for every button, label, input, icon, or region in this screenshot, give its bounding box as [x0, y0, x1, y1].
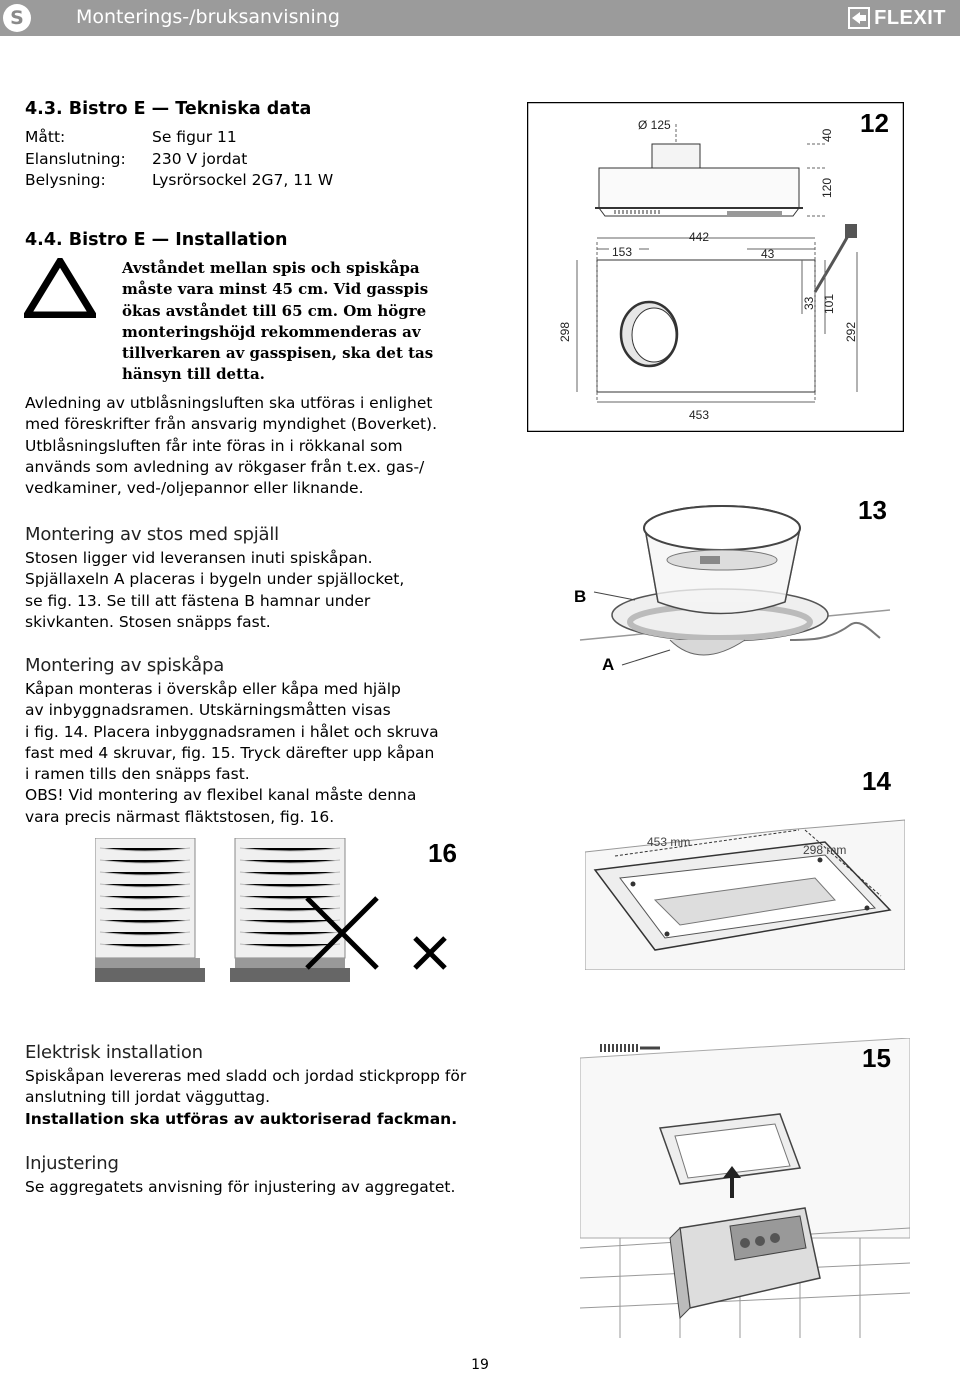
- paragraph-line: Avledning av utblåsningsluften ska utföras i enlighet: [25, 394, 433, 412]
- paragraph-line: vara precis närmast fläktstosen, fig. 16.: [25, 807, 335, 826]
- tech-row: [25, 127, 333, 149]
- paragraph-line: OBS! Vid montering av flexibel kanal måste denna: [25, 786, 417, 805]
- tech-row: [25, 149, 333, 171]
- tech-row-value: Lysrörsockel 2G7, 11 W: [152, 171, 334, 189]
- warning-line: Avståndet mellan spis och spiskåpa: [122, 259, 420, 277]
- flexit-logo-icon: [848, 7, 870, 29]
- brand-logo: [848, 6, 946, 30]
- warning-line: hänsyn till detta.: [122, 365, 265, 384]
- paragraph-line: Kåpan monteras i överskåp eller kåpa med hjälp: [25, 680, 401, 698]
- brand-name: FLEXIT: [874, 6, 946, 29]
- paragraph-line: vedkaminer, ved-/oljepannor eller liknande.: [25, 479, 364, 498]
- paragraph-line: av inbyggnadsramen. Utskärningsmåtten visas: [25, 701, 391, 720]
- figure-13-spigot-illustration: [560, 490, 905, 670]
- install-paragraph: [25, 393, 437, 499]
- warning-line: tillverkaren av gasspisen, ska det tas: [122, 344, 434, 363]
- tech-heading: 4.3. Bistro E — Tekniska data: [25, 99, 312, 119]
- tech-table: [25, 127, 333, 192]
- dim-298: 298: [558, 321, 572, 342]
- tech-row-value: Se figur 11: [152, 128, 237, 146]
- just-heading: Injustering: [25, 1153, 119, 1174]
- figure-15-mounting-illustration: [580, 1038, 910, 1338]
- figure-12-number: 12: [860, 108, 889, 138]
- kapa-heading: Montering av spiskåpa: [25, 655, 225, 676]
- page-header: [0, 0, 960, 36]
- tech-row-label: Elanslutning:: [25, 149, 126, 168]
- tech-row-value: 230 V jordat: [152, 149, 248, 168]
- paragraph-line: används som avledning av rökgaser från t.ex. gas-/: [25, 457, 425, 476]
- dim-40: 40: [820, 128, 834, 142]
- label-a: A: [602, 655, 615, 670]
- figure-16-number: 16: [428, 838, 457, 868]
- paragraph-line: fast med 4 skruvar, fig. 15. Tryck därefter upp kåpan: [25, 743, 435, 762]
- warning-text: [122, 258, 433, 386]
- paragraph-line: Utblåsningsluften får inte föras in i rökkanal som: [25, 436, 403, 455]
- language-badge: S: [3, 4, 31, 32]
- dim-43: 43: [761, 247, 775, 261]
- cutout-depth: 298 mm: [803, 843, 847, 857]
- page-number: 19: [471, 1357, 489, 1373]
- paragraph-line: Se aggregatets anvisning för injustering av aggregatet.: [25, 1178, 456, 1196]
- dim-453: 453: [689, 408, 710, 422]
- warning-line: monteringshöjd rekommenderas av: [122, 322, 421, 341]
- paragraph-line: skivkanten. Stosen snäpps fast.: [25, 612, 271, 631]
- dim-diameter: Ø 125: [638, 118, 671, 132]
- warning-line: ökas avståndet till 65 cm. Om högre: [122, 301, 427, 320]
- tech-row-label: Belysning:: [25, 171, 106, 189]
- tech-row: [25, 170, 333, 192]
- paragraph-line: Spjällaxeln A placeras i bygeln under spjällocket,: [25, 570, 405, 589]
- dim-33: 33: [802, 296, 816, 310]
- label-b: B: [574, 587, 587, 606]
- paragraph-line: Stosen ligger vid leveransen inuti spiskåpan.: [25, 549, 373, 567]
- paragraph-line: anslutning till jordat vägguttag.: [25, 1088, 271, 1107]
- figure-14-number: 14: [862, 766, 891, 796]
- figure-16-duct-illustration: [95, 838, 465, 998]
- figure-13-number: 13: [858, 495, 887, 525]
- paragraph-line: med föreskrifter från ansvarig myndighet (Boverket).: [25, 415, 438, 434]
- dim-120: 120: [820, 177, 834, 198]
- dim-101: 101: [822, 293, 836, 314]
- stos-heading: Montering av stos med spjäll: [25, 524, 279, 545]
- just-paragraph: [25, 1177, 455, 1198]
- stos-paragraph: [25, 548, 404, 633]
- el-heading: Elektrisk installation: [25, 1042, 203, 1063]
- header-title: Monterings-/bruksanvisning: [76, 6, 340, 28]
- dim-292: 292: [844, 321, 858, 342]
- dim-153: 153: [612, 245, 633, 259]
- figure-15-number: 15: [862, 1043, 891, 1073]
- paragraph-line-bold: Installation ska utföras av auktoriserad fackman.: [25, 1109, 458, 1128]
- paragraph-line: i ramen tills den snäpps fast.: [25, 765, 250, 784]
- tech-row-label: Mått:: [25, 128, 66, 146]
- paragraph-line: se fig. 13. Se till att fästena B hamnar under: [25, 591, 371, 610]
- figure-12-dimension-drawing: [527, 102, 904, 432]
- paragraph-line: Spiskåpan levereras med sladd och jordad stickpropp för: [25, 1067, 467, 1085]
- install-heading: 4.4. Bistro E — Installation: [25, 230, 288, 250]
- warning-triangle-icon: [24, 258, 96, 318]
- dim-442: 442: [689, 230, 710, 244]
- figure-14-cutout-illustration: [585, 800, 905, 970]
- paragraph-line: i fig. 14. Placera inbyggnadsramen i hålet och skruva: [25, 722, 439, 741]
- kapa-paragraph: [25, 679, 439, 828]
- warning-line: måste vara minst 45 cm. Vid gasspis: [122, 280, 429, 299]
- el-paragraph: [25, 1066, 466, 1130]
- cutout-width: 453 mm: [647, 835, 691, 849]
